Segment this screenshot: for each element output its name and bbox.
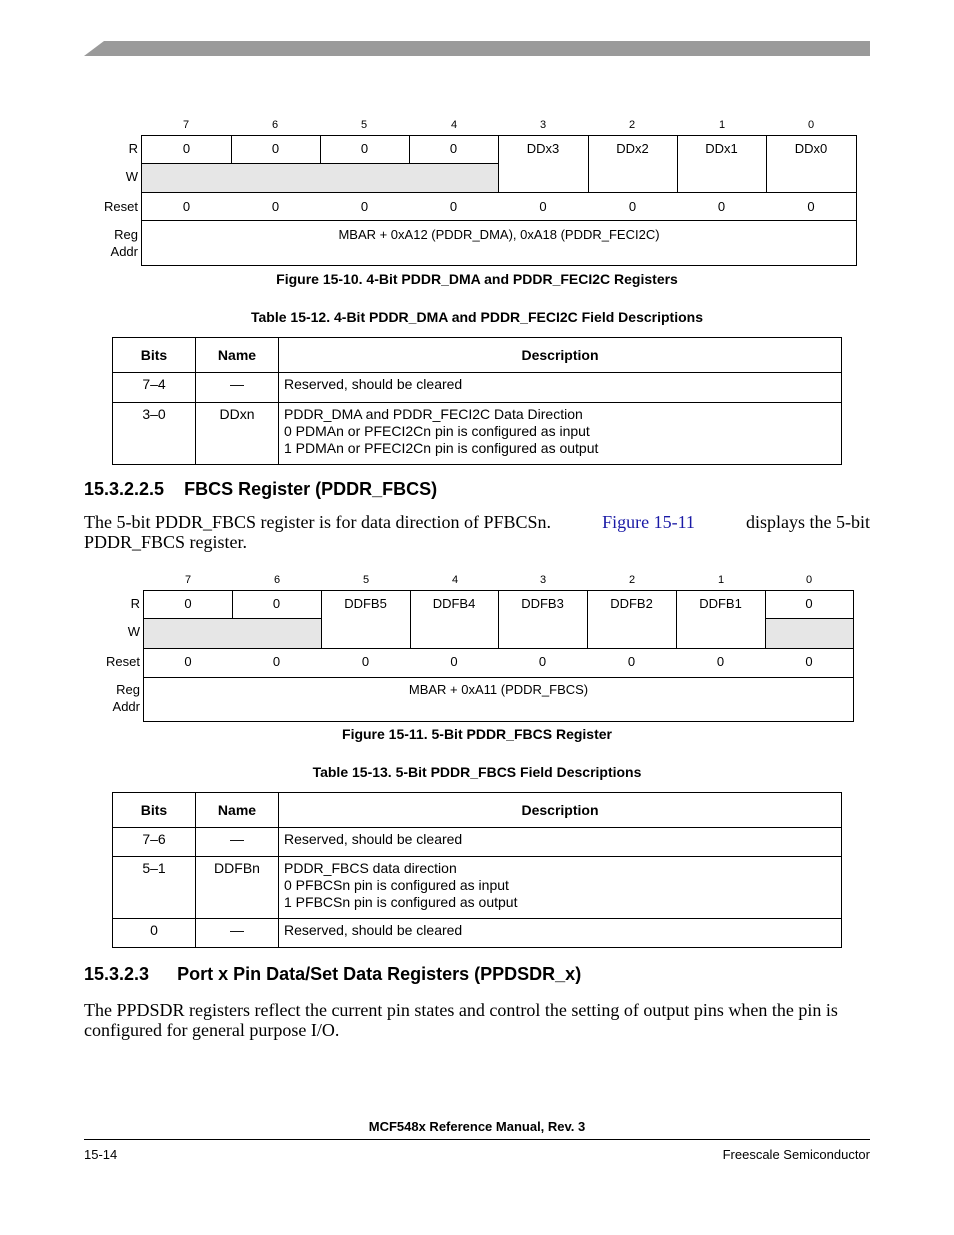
r-value: DDx3 <box>526 141 560 156</box>
table-row: 0 — Reserved, should be cleared <box>113 919 842 948</box>
bit-number: 0 <box>807 119 815 131</box>
section-heading: 15.3.2.3 Port x Pin Data/Set Data Registers (PPDSDR_x) <box>84 964 582 984</box>
row-label-addr: Addr <box>110 244 138 259</box>
reset-value: 0 <box>184 654 192 669</box>
page-number: 15-14 <box>84 1147 118 1162</box>
table-row: 3–0 DDxn PDDR_DMA and PDDR_FECI2C Data Direction 0 PDMAn or PFECI2Cn pin is configured as input 1 PDMAn or PFECI2Cn pin is configured as output <box>113 403 842 465</box>
row-label-reset: Reset <box>106 654 140 669</box>
field-description-table <box>112 792 842 948</box>
reset-value: 0 <box>182 199 191 214</box>
r-value: 0 <box>805 596 813 611</box>
section-heading: 15.3.2.2.5 FBCS Register (PDDR_FBCS) <box>84 479 438 499</box>
reset-value: 0 <box>361 654 370 669</box>
figure-caption: Figure 15-10. 4-Bit PDDR_DMA and PDDR_FECI2C Registers <box>276 271 678 287</box>
reset-value: 0 <box>271 199 280 214</box>
table-title: Table 15-12. 4-Bit PDDR_DMA and PDDR_FECI2C Field Descriptions <box>251 309 703 325</box>
reset-value: 0 <box>805 654 813 669</box>
column-header: Description <box>279 338 842 373</box>
header-bar <box>84 41 870 56</box>
bit-number: 7 <box>182 119 190 131</box>
r-value: DDx1 <box>705 141 738 156</box>
column-header: Name <box>196 793 279 828</box>
column-header: Description <box>279 793 842 828</box>
bit-number: 6 <box>271 119 279 131</box>
table-row: 5–1 DDFBn PDDR_FBCS data direction 0 PFBCSn pin is configured as input 1 PFBCSn pin is configured as output <box>113 857 842 919</box>
r-value: 0 <box>449 141 458 156</box>
bit-number: 2 <box>628 119 636 131</box>
reset-value: 0 <box>716 654 725 669</box>
r-value: 0 <box>360 141 369 156</box>
bit-number: 1 <box>718 119 726 131</box>
r-value: DDFB2 <box>610 596 653 611</box>
write-unused-shading <box>144 619 321 648</box>
row-label-r: R <box>130 596 140 611</box>
row-label-w: W <box>127 624 140 639</box>
bit-number: 5 <box>362 574 370 586</box>
paragraph: The 5-bit PDDR_FBCS register is for data direction of PFBCSn. Figure 15-11 displays the 5-bit PDDR_FBCS register. <box>84 512 870 552</box>
reset-value: 0 <box>272 654 281 669</box>
bit-number: 4 <box>450 119 458 131</box>
reset-value: 0 <box>807 199 815 214</box>
reset-value: 0 <box>450 654 458 669</box>
footer-company: Freescale Semiconductor <box>722 1147 870 1162</box>
r-value: DDFB5 <box>344 596 387 611</box>
table-row: 7–4 — Reserved, should be cleared <box>113 373 842 403</box>
field-description-table <box>112 337 842 465</box>
reset-value: 0 <box>628 199 637 214</box>
r-value: DDFB4 <box>432 596 476 611</box>
footer-rule <box>84 1139 870 1140</box>
bit-number: 3 <box>539 119 547 131</box>
row-label-reset: Reset <box>104 199 138 214</box>
table-title: Table 15-13. 5-Bit PDDR_FBCS Field Descriptions <box>312 764 642 780</box>
r-value: 0 <box>182 141 191 156</box>
column-header: Bits <box>113 793 196 828</box>
r-value: DDx2 <box>616 141 649 156</box>
register-address: MBAR + 0xA11 (PDDR_FBCS) <box>408 682 589 697</box>
row-label-w: W <box>125 169 138 184</box>
row-label-reg: Reg <box>114 227 138 242</box>
r-value: DDx0 <box>794 141 828 156</box>
footer-manual-title: MCF548x Reference Manual, Rev. 3 <box>368 1119 586 1134</box>
reset-value: 0 <box>449 199 458 214</box>
r-value: DDFB3 <box>521 596 564 611</box>
bit-number: 6 <box>273 574 281 586</box>
column-header: Name <box>196 338 279 373</box>
reset-value: 0 <box>717 199 726 214</box>
r-value: 0 <box>184 596 192 611</box>
bit-number: 0 <box>805 574 813 586</box>
r-value: DDFB1 <box>699 596 742 611</box>
row-label-addr: Addr <box>112 699 140 714</box>
bit-number: 3 <box>539 574 547 586</box>
column-header: Bits <box>113 338 196 373</box>
figure-caption: Figure 15-11. 5-Bit PDDR_FBCS Register <box>342 726 612 742</box>
bit-number: 7 <box>184 574 192 586</box>
r-value: 0 <box>271 141 280 156</box>
table-row: 7–6 — Reserved, should be cleared <box>113 828 842 857</box>
reset-value: 0 <box>360 199 369 214</box>
bit-number: 4 <box>451 574 459 586</box>
paragraph: The PPDSDR registers reflect the current pin states and control the setting of output pins when the pin is configured for general purpose I/O. <box>84 1000 838 1040</box>
row-label-r: R <box>128 141 138 156</box>
write-unused-shading <box>142 164 498 192</box>
r-value: 0 <box>272 596 281 611</box>
row-label-reg: Reg <box>116 682 140 697</box>
reset-value: 0 <box>539 199 547 214</box>
bit-number: 5 <box>360 119 368 131</box>
register-address: MBAR + 0xA12 (PDDR_DMA), 0xA18 (PDDR_FECI2C) <box>338 227 660 242</box>
bit-number: 2 <box>628 574 636 586</box>
write-unused-shading <box>766 619 853 648</box>
reset-value: 0 <box>538 654 547 669</box>
figure-link[interactable]: Figure 15-11 <box>602 512 695 532</box>
reset-value: 0 <box>627 654 636 669</box>
bit-number: 1 <box>717 574 725 586</box>
